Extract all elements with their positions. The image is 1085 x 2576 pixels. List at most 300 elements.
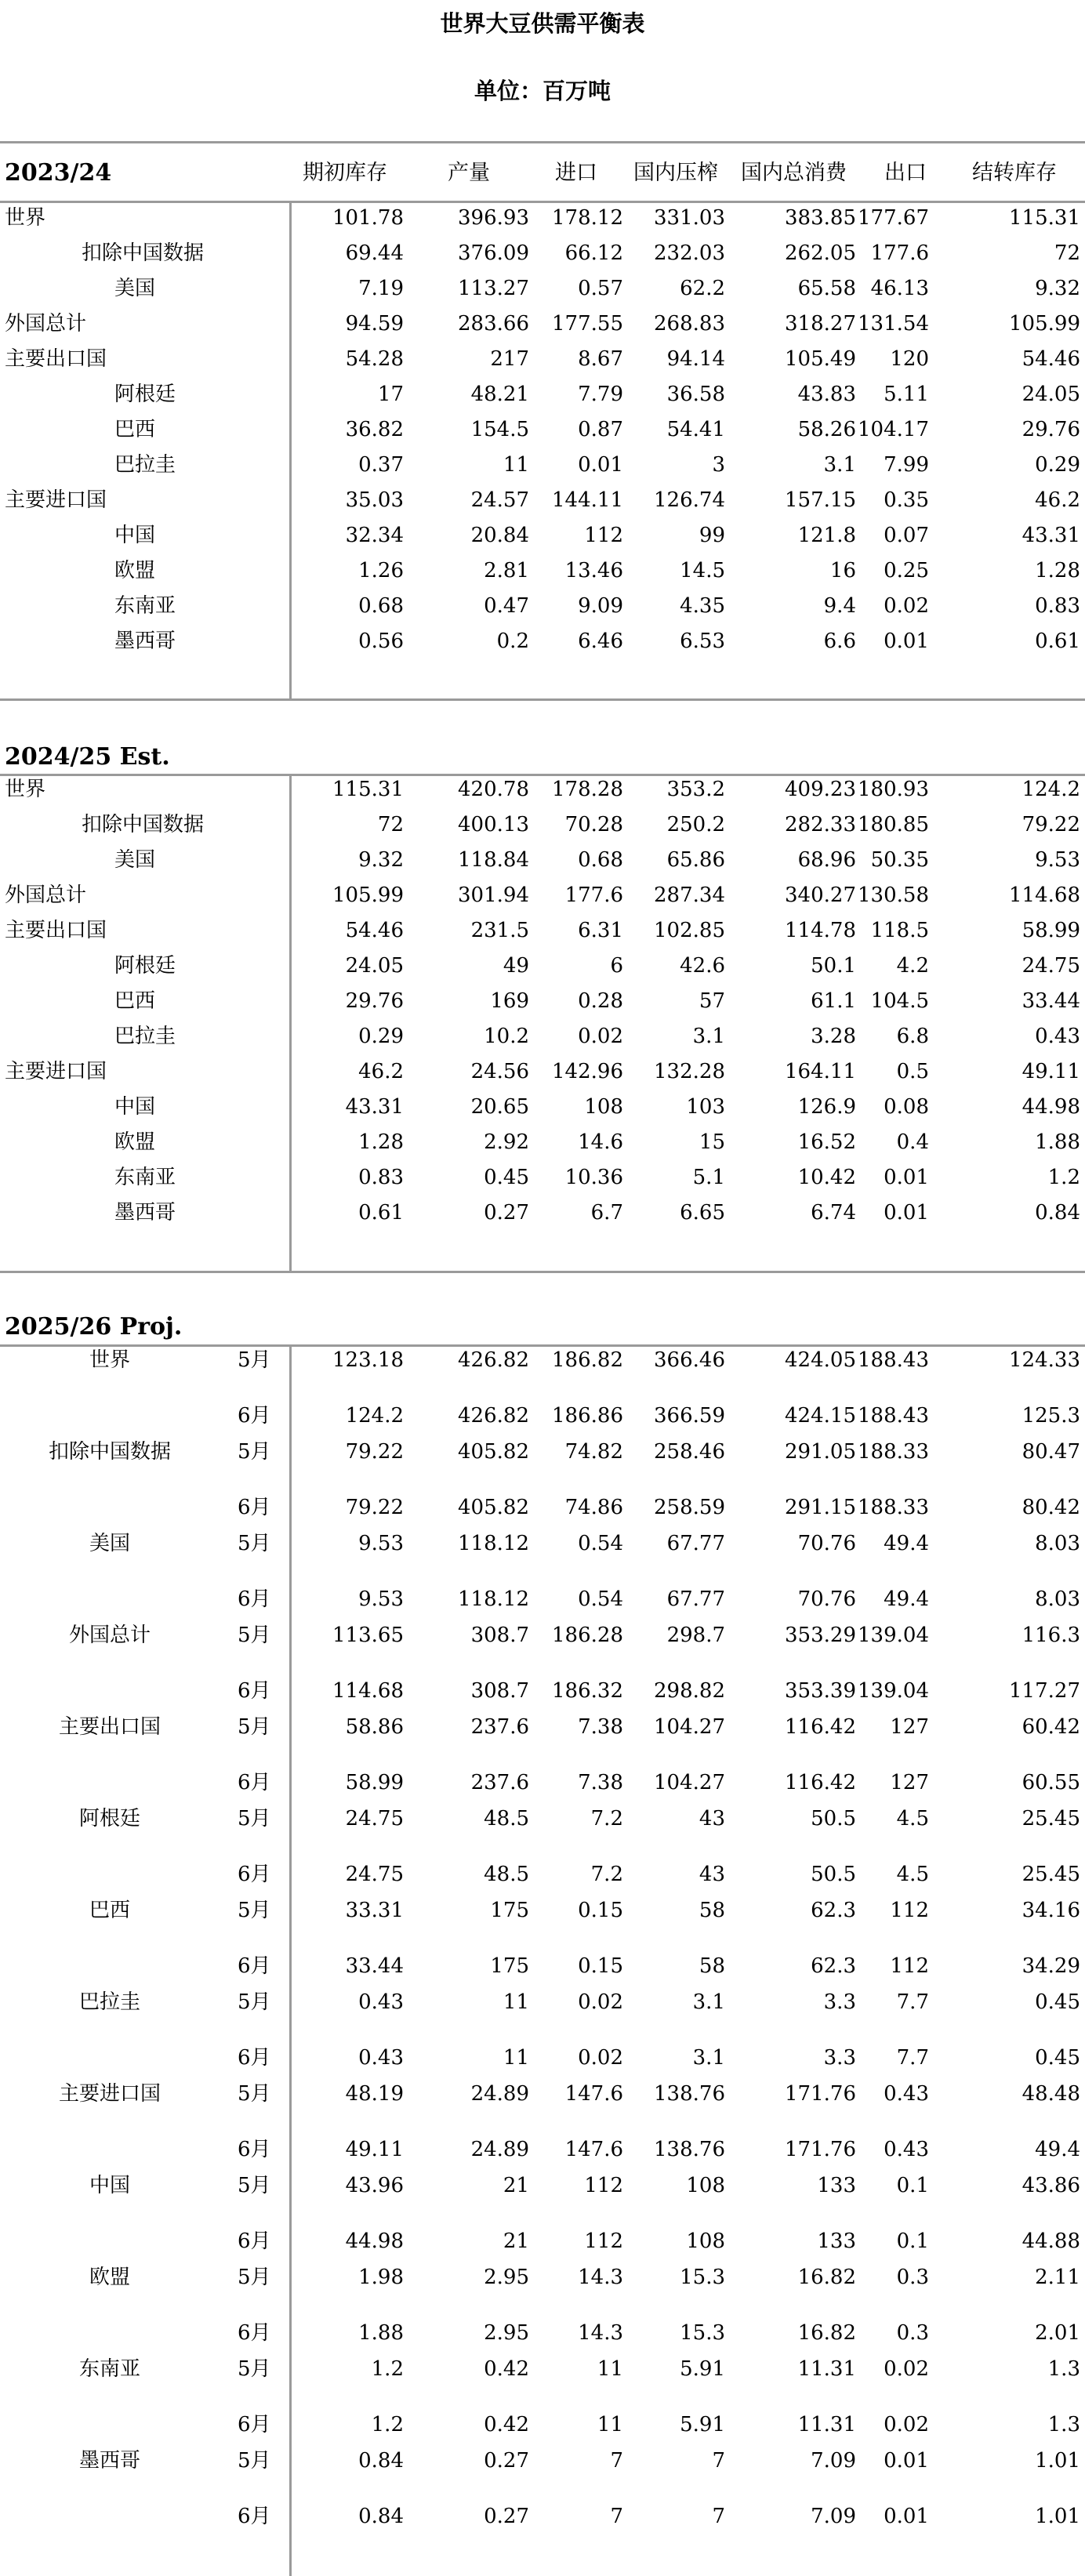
value-cell: 7.7 bbox=[896, 2046, 929, 2070]
column-header: 出口 bbox=[884, 161, 927, 185]
value-cell: 113.65 bbox=[332, 1624, 404, 1647]
value-cell: 74.82 bbox=[564, 1440, 623, 1464]
value-cell: 62.2 bbox=[680, 277, 725, 300]
value-cell: 1.26 bbox=[358, 559, 404, 582]
month-label: 5月 bbox=[238, 1990, 271, 2014]
value-cell: 24.89 bbox=[470, 2138, 529, 2161]
row-label: 欧盟 bbox=[114, 1130, 156, 1154]
value-cell: 138.76 bbox=[654, 2082, 725, 2106]
value-cell: 0.43 bbox=[884, 2138, 929, 2161]
value-cell: 62.3 bbox=[811, 1954, 856, 1978]
value-cell: 144.11 bbox=[552, 488, 623, 512]
table-row bbox=[0, 589, 1085, 623]
value-cell: 7 bbox=[712, 2449, 725, 2473]
table-row bbox=[0, 1490, 1085, 1525]
value-cell: 49 bbox=[503, 954, 529, 978]
table-row bbox=[0, 1195, 1085, 1230]
value-cell: 16.82 bbox=[797, 2266, 856, 2289]
row-label: 巴西 bbox=[114, 989, 156, 1013]
row-label: 扣除中国数据 bbox=[82, 241, 205, 265]
table-row bbox=[0, 984, 1085, 1018]
section-label: 2024/25 Est. bbox=[5, 743, 170, 771]
table-row bbox=[0, 949, 1085, 983]
value-cell: 0.42 bbox=[484, 2413, 529, 2436]
value-cell: 0.01 bbox=[884, 629, 929, 653]
value-cell: 104.5 bbox=[870, 989, 929, 1013]
value-cell: 131.54 bbox=[858, 312, 929, 336]
value-cell: 24.89 bbox=[470, 2082, 529, 2106]
value-cell: 58.26 bbox=[797, 418, 856, 441]
row-label: 美国 bbox=[114, 277, 156, 300]
row-label: 欧盟 bbox=[89, 2266, 130, 2289]
table-row bbox=[0, 2407, 1085, 2442]
value-cell: 112 bbox=[890, 1954, 929, 1978]
value-cell: 405.82 bbox=[458, 1440, 529, 1464]
value-cell: 117.27 bbox=[1009, 1679, 1080, 1703]
value-cell: 0.02 bbox=[884, 594, 929, 618]
value-cell: 10.2 bbox=[484, 1025, 529, 1048]
value-cell: 0.01 bbox=[884, 2505, 929, 2528]
value-cell: 36.58 bbox=[666, 383, 725, 406]
value-cell: 171.76 bbox=[785, 2138, 856, 2161]
value-cell: 49.11 bbox=[1021, 1060, 1080, 1083]
value-cell: 424.05 bbox=[785, 1348, 856, 1372]
value-cell: 340.27 bbox=[785, 883, 856, 907]
value-cell: 72 bbox=[377, 813, 404, 836]
value-cell: 7.79 bbox=[578, 383, 623, 406]
value-cell: 171.76 bbox=[785, 2082, 856, 2106]
value-cell: 0.45 bbox=[1035, 2046, 1080, 2070]
value-cell: 65.86 bbox=[666, 848, 725, 872]
table-row bbox=[0, 518, 1085, 553]
value-cell: 258.46 bbox=[654, 1440, 725, 1464]
table-row bbox=[0, 553, 1085, 588]
value-cell: 21 bbox=[503, 2174, 529, 2197]
value-cell: 70.28 bbox=[564, 813, 623, 836]
value-cell: 396.93 bbox=[458, 206, 529, 230]
value-cell: 0.43 bbox=[358, 1990, 404, 2014]
value-cell: 24.57 bbox=[470, 488, 529, 512]
value-cell: 3.1 bbox=[692, 2046, 725, 2070]
row-label: 主要进口国 bbox=[5, 1060, 107, 1083]
value-cell: 43.86 bbox=[1021, 2174, 1080, 2197]
value-cell: 0.43 bbox=[884, 2082, 929, 2106]
value-cell: 7.09 bbox=[811, 2449, 856, 2473]
value-cell: 118.12 bbox=[458, 1532, 529, 1555]
value-cell: 114.78 bbox=[785, 919, 856, 942]
value-cell: 217 bbox=[490, 347, 529, 371]
value-cell: 108 bbox=[584, 1095, 623, 1119]
value-cell: 420.78 bbox=[458, 778, 529, 801]
value-cell: 66.12 bbox=[564, 241, 623, 265]
table-row bbox=[0, 342, 1085, 376]
value-cell: 102.85 bbox=[654, 919, 725, 942]
month-label: 5月 bbox=[238, 2357, 271, 2381]
value-cell: 94.59 bbox=[345, 312, 404, 336]
value-cell: 9.32 bbox=[1035, 277, 1080, 300]
value-cell: 58.99 bbox=[345, 1771, 404, 1794]
value-cell: 48.5 bbox=[484, 1807, 529, 1830]
value-cell: 232.03 bbox=[654, 241, 725, 265]
section-label: 2025/26 Proj. bbox=[5, 1313, 183, 1341]
value-cell: 177.67 bbox=[858, 206, 929, 230]
value-cell: 17 bbox=[377, 383, 404, 406]
month-label: 6月 bbox=[238, 1587, 271, 1611]
value-cell: 24.56 bbox=[470, 1060, 529, 1083]
value-cell: 405.82 bbox=[458, 1496, 529, 1519]
value-cell: 1.3 bbox=[1047, 2357, 1080, 2381]
value-cell: 291.05 bbox=[785, 1440, 856, 1464]
value-cell: 67.77 bbox=[666, 1587, 725, 1611]
value-cell: 0.43 bbox=[358, 2046, 404, 2070]
value-cell: 0.45 bbox=[484, 1166, 529, 1189]
value-cell: 50.35 bbox=[870, 848, 929, 872]
value-cell: 6.46 bbox=[578, 629, 623, 653]
value-cell: 0.4 bbox=[896, 1130, 929, 1154]
row-label: 主要出口国 bbox=[5, 347, 107, 371]
value-cell: 127 bbox=[890, 1715, 929, 1739]
value-cell: 132.28 bbox=[654, 1060, 725, 1083]
value-cell: 11 bbox=[597, 2413, 623, 2436]
value-cell: 1.01 bbox=[1035, 2505, 1080, 2528]
row-label: 美国 bbox=[114, 848, 156, 872]
value-cell: 9.53 bbox=[358, 1532, 404, 1555]
value-cell: 25.45 bbox=[1021, 1807, 1080, 1830]
value-cell: 188.43 bbox=[858, 1348, 929, 1372]
value-cell: 175 bbox=[490, 1899, 529, 1922]
value-cell: 48.19 bbox=[345, 2082, 404, 2106]
value-cell: 0.61 bbox=[1035, 629, 1080, 653]
value-cell: 118.84 bbox=[458, 848, 529, 872]
value-cell: 298.82 bbox=[654, 1679, 725, 1703]
value-cell: 6.31 bbox=[578, 919, 623, 942]
value-cell: 9.53 bbox=[358, 1587, 404, 1611]
value-cell: 133 bbox=[817, 2174, 856, 2197]
value-cell: 13.46 bbox=[564, 559, 623, 582]
value-cell: 114.68 bbox=[1009, 883, 1080, 907]
value-cell: 0.42 bbox=[484, 2357, 529, 2381]
value-cell: 175 bbox=[490, 1954, 529, 1978]
month-label: 5月 bbox=[238, 1715, 271, 1739]
value-cell: 301.94 bbox=[458, 883, 529, 907]
value-cell: 60.42 bbox=[1021, 1715, 1080, 1739]
value-cell: 74.86 bbox=[564, 1496, 623, 1519]
value-cell: 70.76 bbox=[797, 1587, 856, 1611]
value-cell: 0.45 bbox=[1035, 1990, 1080, 2014]
value-cell: 1.3 bbox=[1047, 2413, 1080, 2436]
month-label: 6月 bbox=[238, 1771, 271, 1794]
value-cell: 0.68 bbox=[578, 848, 623, 872]
table-row bbox=[0, 1435, 1085, 1469]
value-cell: 177.55 bbox=[552, 312, 623, 336]
value-cell: 44.98 bbox=[345, 2230, 404, 2253]
table-row bbox=[0, 377, 1085, 412]
value-cell: 6.74 bbox=[811, 1201, 856, 1225]
value-cell: 44.88 bbox=[1021, 2230, 1080, 2253]
value-cell: 50.1 bbox=[811, 954, 856, 978]
value-cell: 0.07 bbox=[884, 524, 929, 547]
row-label: 世界 bbox=[5, 206, 46, 230]
value-cell: 177.6 bbox=[564, 883, 623, 907]
value-cell: 49.4 bbox=[1035, 2138, 1080, 2161]
month-label: 5月 bbox=[238, 2082, 271, 2106]
value-cell: 283.66 bbox=[458, 312, 529, 336]
value-cell: 11.31 bbox=[797, 2357, 856, 2381]
row-label: 主要进口国 bbox=[58, 2082, 161, 2106]
table-row bbox=[0, 412, 1085, 447]
table-row bbox=[0, 2499, 1085, 2534]
section-label-row bbox=[0, 740, 1085, 775]
value-cell: 50.5 bbox=[811, 1863, 856, 1886]
value-cell: 104.27 bbox=[654, 1771, 725, 1794]
value-cell: 186.32 bbox=[552, 1679, 623, 1703]
value-cell: 105.49 bbox=[785, 347, 856, 371]
value-cell: 0.87 bbox=[578, 418, 623, 441]
value-cell: 250.2 bbox=[666, 813, 725, 836]
value-cell: 231.5 bbox=[470, 919, 529, 942]
month-label: 6月 bbox=[238, 2230, 271, 2253]
column-header: 国内压榨 bbox=[633, 161, 718, 185]
value-cell: 0.2 bbox=[496, 629, 529, 653]
value-cell: 188.33 bbox=[858, 1440, 929, 1464]
table-row bbox=[0, 201, 1085, 235]
table-row bbox=[0, 1090, 1085, 1124]
value-cell: 54.41 bbox=[666, 418, 725, 441]
value-cell: 3.1 bbox=[692, 1990, 725, 2014]
value-cell: 5.91 bbox=[680, 2357, 725, 2381]
value-cell: 138.76 bbox=[654, 2138, 725, 2161]
value-cell: 1.2 bbox=[371, 2413, 404, 2436]
value-cell: 6.65 bbox=[680, 1201, 725, 1225]
value-cell: 34.16 bbox=[1021, 1899, 1080, 1922]
value-cell: 147.6 bbox=[564, 2082, 623, 2106]
value-cell: 10.42 bbox=[797, 1166, 856, 1189]
row-label: 东南亚 bbox=[78, 2357, 140, 2381]
month-label: 6月 bbox=[238, 1496, 271, 1519]
value-cell: 58.86 bbox=[345, 1715, 404, 1739]
value-cell: 308.7 bbox=[470, 1624, 529, 1647]
value-cell: 0.5 bbox=[896, 1060, 929, 1083]
table-row bbox=[0, 2352, 1085, 2386]
value-cell: 16.52 bbox=[797, 1130, 856, 1154]
month-label: 6月 bbox=[238, 2321, 271, 2345]
value-cell: 14.3 bbox=[578, 2321, 623, 2345]
value-cell: 80.42 bbox=[1021, 1496, 1080, 1519]
value-cell: 29.76 bbox=[1021, 418, 1080, 441]
row-label: 东南亚 bbox=[114, 1166, 176, 1189]
column-header: 期初库存 bbox=[303, 161, 387, 185]
row-label: 外国总计 bbox=[5, 312, 87, 336]
month-label: 5月 bbox=[238, 1807, 271, 1830]
row-label: 墨西哥 bbox=[114, 629, 176, 653]
value-cell: 366.46 bbox=[654, 1348, 725, 1372]
value-cell: 105.99 bbox=[1009, 312, 1080, 336]
value-cell: 7 bbox=[610, 2449, 623, 2473]
rule-line bbox=[0, 141, 1085, 143]
table-row bbox=[0, 1125, 1085, 1159]
value-cell: 33.44 bbox=[345, 1954, 404, 1978]
value-cell: 44.98 bbox=[1021, 1095, 1080, 1119]
value-cell: 0.01 bbox=[884, 1201, 929, 1225]
value-cell: 142.96 bbox=[552, 1060, 623, 1083]
value-cell: 0.02 bbox=[578, 2046, 623, 2070]
value-cell: 43.83 bbox=[797, 383, 856, 406]
value-cell: 24.75 bbox=[1021, 954, 1080, 978]
value-cell: 0.68 bbox=[358, 594, 404, 618]
month-label: 6月 bbox=[238, 2505, 271, 2528]
table-row bbox=[0, 236, 1085, 270]
value-cell: 123.18 bbox=[332, 1348, 404, 1372]
row-label: 欧盟 bbox=[114, 559, 156, 582]
value-cell: 116.42 bbox=[785, 1771, 856, 1794]
value-cell: 118.12 bbox=[458, 1587, 529, 1611]
value-cell: 133 bbox=[817, 2230, 856, 2253]
value-cell: 49.11 bbox=[345, 2138, 404, 2161]
value-cell: 0.83 bbox=[1035, 594, 1080, 618]
value-cell: 68.96 bbox=[797, 848, 856, 872]
value-cell: 188.33 bbox=[858, 1496, 929, 1519]
value-cell: 9.32 bbox=[358, 848, 404, 872]
value-cell: 15 bbox=[699, 1130, 725, 1154]
month-label: 6月 bbox=[238, 2413, 271, 2436]
value-cell: 29.76 bbox=[345, 989, 404, 1013]
value-cell: 331.03 bbox=[654, 206, 725, 230]
value-cell: 2.81 bbox=[484, 559, 529, 582]
row-label: 中国 bbox=[114, 1095, 156, 1119]
rule-line bbox=[0, 698, 1085, 701]
value-cell: 80.47 bbox=[1021, 1440, 1080, 1464]
row-label: 外国总计 bbox=[68, 1624, 151, 1647]
value-cell: 11 bbox=[597, 2357, 623, 2381]
row-label: 扣除中国数据 bbox=[48, 1440, 171, 1464]
table-row bbox=[0, 307, 1085, 341]
value-cell: 5.1 bbox=[692, 1166, 725, 1189]
value-cell: 14.3 bbox=[578, 2266, 623, 2289]
table-row bbox=[0, 1674, 1085, 1708]
value-cell: 1.2 bbox=[371, 2357, 404, 2381]
value-cell: 9.4 bbox=[823, 594, 856, 618]
value-cell: 308.7 bbox=[470, 1679, 529, 1703]
value-cell: 0.3 bbox=[896, 2266, 929, 2289]
value-cell: 6.7 bbox=[590, 1201, 623, 1225]
value-cell: 0.02 bbox=[578, 1025, 623, 1048]
value-cell: 424.15 bbox=[785, 1404, 856, 1428]
value-cell: 114.68 bbox=[332, 1679, 404, 1703]
table-row bbox=[0, 448, 1085, 482]
value-cell: 0.57 bbox=[578, 277, 623, 300]
value-cell: 118.5 bbox=[870, 919, 929, 942]
value-cell: 101.78 bbox=[332, 206, 404, 230]
value-cell: 8.67 bbox=[578, 347, 623, 371]
value-cell: 20.84 bbox=[470, 524, 529, 547]
table-row bbox=[0, 1893, 1085, 1928]
row-label: 东南亚 bbox=[114, 594, 176, 618]
value-cell: 180.85 bbox=[858, 813, 929, 836]
table-row bbox=[0, 2077, 1085, 2111]
value-cell: 11 bbox=[503, 453, 529, 477]
value-cell: 2.95 bbox=[484, 2266, 529, 2289]
value-cell: 7.2 bbox=[590, 1807, 623, 1830]
value-cell: 5.91 bbox=[680, 2413, 725, 2436]
value-cell: 79.22 bbox=[1021, 813, 1080, 836]
value-cell: 376.09 bbox=[458, 241, 529, 265]
value-cell: 1.01 bbox=[1035, 2449, 1080, 2473]
value-cell: 7 bbox=[712, 2505, 725, 2528]
value-cell: 258.59 bbox=[654, 1496, 725, 1519]
value-cell: 169 bbox=[490, 989, 529, 1013]
column-header: 进口 bbox=[555, 161, 597, 185]
row-label: 主要出口国 bbox=[58, 1715, 161, 1739]
value-cell: 24.05 bbox=[1021, 383, 1080, 406]
value-cell: 177.6 bbox=[870, 241, 929, 265]
table-row bbox=[0, 1801, 1085, 1836]
value-cell: 0.29 bbox=[358, 1025, 404, 1048]
rule-line bbox=[0, 1271, 1085, 1273]
value-cell: 33.31 bbox=[345, 1899, 404, 1922]
value-cell: 50.5 bbox=[811, 1807, 856, 1830]
table-row bbox=[0, 1765, 1085, 1800]
month-label: 6月 bbox=[238, 2046, 271, 2070]
value-cell: 383.85 bbox=[785, 206, 856, 230]
value-cell: 426.82 bbox=[458, 1348, 529, 1372]
value-cell: 291.15 bbox=[785, 1496, 856, 1519]
value-cell: 72 bbox=[1054, 241, 1080, 265]
value-cell: 2.92 bbox=[484, 1130, 529, 1154]
month-label: 6月 bbox=[238, 1679, 271, 1703]
value-cell: 3.3 bbox=[823, 2046, 856, 2070]
month-label: 5月 bbox=[238, 1532, 271, 1555]
value-cell: 3.3 bbox=[823, 1990, 856, 2014]
value-cell: 0.28 bbox=[578, 989, 623, 1013]
value-cell: 237.6 bbox=[470, 1715, 529, 1739]
value-cell: 34.29 bbox=[1021, 1954, 1080, 1978]
value-cell: 2.11 bbox=[1035, 2266, 1080, 2289]
value-cell: 54.46 bbox=[1021, 347, 1080, 371]
value-cell: 54.28 bbox=[345, 347, 404, 371]
value-cell: 318.27 bbox=[785, 312, 856, 336]
value-cell: 57 bbox=[699, 989, 725, 1013]
value-cell: 48.21 bbox=[470, 383, 529, 406]
month-label: 6月 bbox=[238, 1863, 271, 1886]
value-cell: 43.31 bbox=[345, 1095, 404, 1119]
value-cell: 15.3 bbox=[680, 2321, 725, 2345]
month-label: 5月 bbox=[238, 1348, 271, 1372]
month-label: 5月 bbox=[238, 2266, 271, 2289]
table-row bbox=[0, 1019, 1085, 1054]
value-cell: 108 bbox=[686, 2174, 725, 2197]
value-cell: 6.8 bbox=[896, 1025, 929, 1048]
value-cell: 125.3 bbox=[1021, 1404, 1080, 1428]
value-cell: 0.27 bbox=[484, 1201, 529, 1225]
value-cell: 353.39 bbox=[785, 1679, 856, 1703]
value-cell: 15.3 bbox=[680, 2266, 725, 2289]
value-cell: 48.5 bbox=[484, 1863, 529, 1886]
value-cell: 178.12 bbox=[552, 206, 623, 230]
value-cell: 287.34 bbox=[654, 883, 725, 907]
value-cell: 16 bbox=[829, 559, 856, 582]
value-cell: 0.3 bbox=[896, 2321, 929, 2345]
value-cell: 0.43 bbox=[1035, 1025, 1080, 1048]
value-cell: 99 bbox=[699, 524, 725, 547]
value-cell: 79.22 bbox=[345, 1440, 404, 1464]
value-cell: 186.82 bbox=[552, 1348, 623, 1372]
table-row bbox=[0, 878, 1085, 912]
value-cell: 6 bbox=[610, 954, 623, 978]
value-cell: 126.9 bbox=[797, 1095, 856, 1119]
value-cell: 5.11 bbox=[884, 383, 929, 406]
value-cell: 94.14 bbox=[666, 347, 725, 371]
row-label: 巴拉圭 bbox=[114, 453, 176, 477]
